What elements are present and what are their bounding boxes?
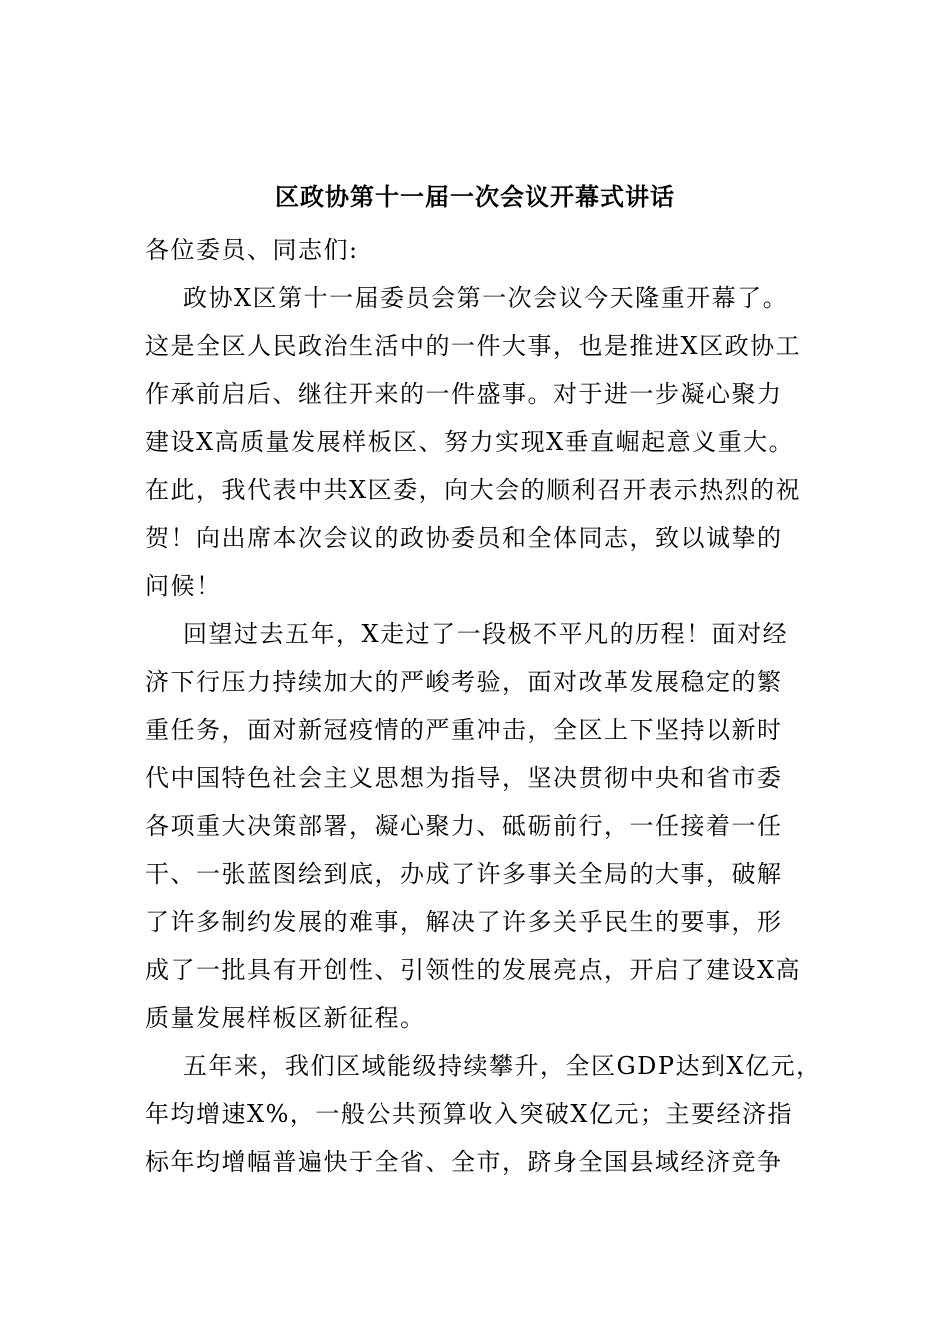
text-line: 建设X高质量发展样板区、努力实现X垂直崛起意义重大。 bbox=[145, 428, 795, 456]
text-line: 回望过去五年，X走过了一段极不平凡的历程！面对经 bbox=[183, 620, 789, 648]
text-line: 问候！ bbox=[145, 572, 222, 600]
document-title: 区政协第十一届一次会议开幕式讲话 bbox=[275, 182, 675, 211]
text-line: 代中国特色社会主义思想为指导，坚决贯彻中央和省市委 bbox=[145, 764, 783, 792]
text-line: 贺！向出席本次会议的政协委员和全体同志，致以诚挚的 bbox=[145, 524, 783, 552]
text-line: 这是全区人民政治生活中的一件大事，也是推进X区政协工 bbox=[145, 332, 802, 360]
text-line: 作承前启后、继往开来的一件盛事。对于进一步凝心聚力 bbox=[145, 380, 783, 408]
text-line: 质量发展样板区新征程。 bbox=[145, 1004, 426, 1032]
text-line: 济下行压力持续加大的严峻考验，面对改革发展稳定的繁 bbox=[145, 668, 783, 696]
text-line: 成了一批具有开创性、引领性的发展亮点，开启了建设X高 bbox=[145, 956, 802, 984]
text-line: 干、一张蓝图绘到底，办成了许多事关全局的大事，破解 bbox=[145, 860, 783, 888]
text-line: 各项重大决策部署，凝心聚力、砥砺前行，一任接着一任 bbox=[145, 812, 783, 840]
text-line: 了许多制约发展的难事，解决了许多关乎民生的要事，形 bbox=[145, 908, 783, 936]
text-line: 重任务，面对新冠疫情的严重冲击，全区上下坚持以新时 bbox=[145, 716, 783, 744]
text-line: 年均增速X%，一般公共预算收入突破X亿元；主要经济指 bbox=[145, 1100, 793, 1128]
text-line: 标年均增幅普遍快于全省、全市，跻身全国县域经济竞争 bbox=[145, 1148, 783, 1176]
text-line: 在此，我代表中共X区委，向大会的顺利召开表示热烈的祝 bbox=[145, 476, 802, 504]
text-line: 各位委员、同志们: bbox=[145, 236, 359, 264]
text-line: 政协X区第十一届委员会第一次会议今天隆重开幕了。 bbox=[183, 284, 789, 312]
document-body bbox=[145, 226, 822, 1186]
text-line: 五年来，我们区域能级持续攀升，全区GDP达到X亿元， bbox=[183, 1052, 822, 1080]
